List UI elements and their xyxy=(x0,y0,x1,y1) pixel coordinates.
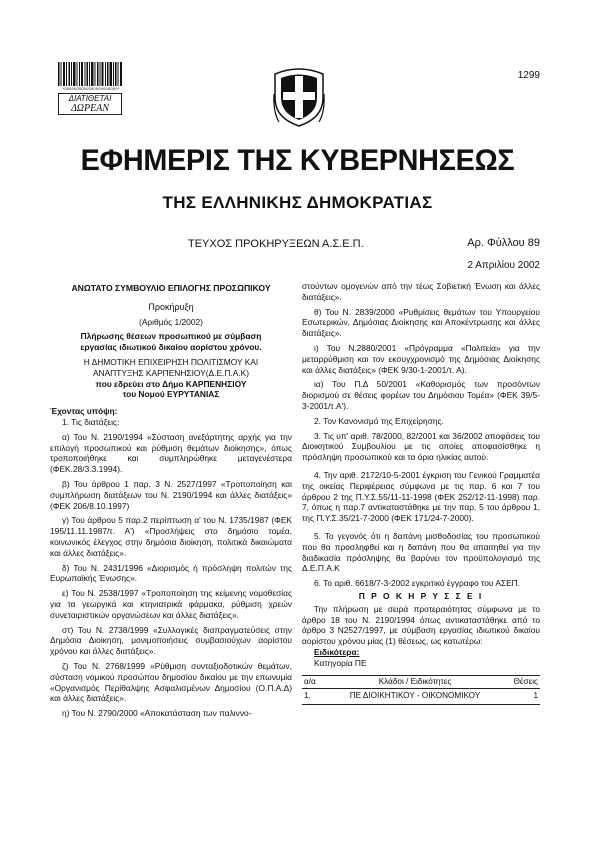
authority-heading: ΑΝΩΤΑΤΟ ΣΥΜΒΟΥΛΙΟ ΕΠΙΛΟΓΗΣ ΠΡΟΣΩΠΙΚΟΥ xyxy=(71,283,271,293)
provision-c: γ) Του άρθρου 5 παρ.2 περίπτωση α' του Ν. 1735/1987 (ΦΕΚ 195/11.11.1987/τ. Α') «Προσλήψεις στο δημόσιο τομέα, κοινωνικός έλεγχος στην δημόσια διοίκηση, πολιτικά δικαιώματα και άλλες διατάξεις». xyxy=(50,515,292,558)
sheet-number: Αρ. Φύλλου 89 xyxy=(467,237,540,249)
free-badge-line1: ΔΙΑΤΙΘΕΤΑΙ xyxy=(68,94,112,103)
purpose-line2: εργασίας ιδιωτικού δικαίου αορίστου χρόνου. xyxy=(80,342,262,353)
gazette-title: ΕΦΗΜΕΡΙΣ ΤΗΣ ΚΥΒΕΡΝΗΣΕΩΣ xyxy=(80,144,515,177)
notice-number: (Αριθμός 1/2002) xyxy=(139,316,203,327)
provisions-intro: 1. Τις διατάξεις: xyxy=(62,416,120,427)
issue-label: ΤΕΥΧΟΣ ΠΡΟΚΗΡΥΞΕΩΝ Α.Σ.Ε.Π. xyxy=(188,238,364,250)
provision-d: δ) Του Ν. 2431/1996 «Διορισμός ή πρόσληψη πολιτών της Ευρωπαϊκής Ένωσης». xyxy=(50,562,292,584)
coat-of-arms-icon xyxy=(271,64,327,128)
table-cell-index: 1. xyxy=(302,689,328,705)
considering-label: Έχοντας υπόψη: xyxy=(50,406,118,417)
page-number: 1299 xyxy=(517,70,540,81)
barcode xyxy=(58,62,122,86)
left-column xyxy=(50,281,292,719)
category-label: Κατηγορία ΠΕ xyxy=(314,657,367,668)
enterprise-line1: Η ΔΗΜΟΤΙΚΗ ΕΠΙΧΕΙΡΗΣΗ ΠΟΛΙΤΙΣΜΟΥ ΚΑΙ xyxy=(83,356,259,367)
provision-z: ζ) Του Ν. 2768/1999 «Ρύθμιση συνταξιοδοτικών θεμάτων, σύσταση νομικού προσώπου δημοσίου δικαίου με την επωνυμία «Οργανισμός Περίθαλψης Ασφαλισμένων Δημοσίου (Ο.Π.Α.Δ) και άλλες διατάξεις». xyxy=(50,660,292,704)
notice-heading: Προκήρυξη xyxy=(148,301,194,312)
provision-e: ε) Του Ν. 2538/1997 «Τροποποίηση της κείμενης νομοθεσίας για τα γεωργικά και κτηνιατρικά φάρμακα, ρύθμιση χρεών συνεταιριστικών οργανώσεων και άλλες διατάξεις». xyxy=(50,588,292,620)
table-cell-specialty: ΠΕ ΔΙΟΙΚΗΤΙΚΟΥ - ΟΙΚΟΝΟΜΙΚΟΥ xyxy=(328,689,502,705)
barcode-number: *0000000000000000000000* xyxy=(62,86,120,91)
provision-a: α) Του Ν. 2190/1994 «Σύσταση ανεξάρτητης αρχής για την επιλογή προσωπικού και ρύθμιση θεμάτων διοίκησης», όπως τροποποιήθηκε και συμπληρώθηκε μεταγενέστερα (ΦΕΚ.28/3.3.1994). xyxy=(50,431,292,475)
free-badge-line2: ΔΩΡΕΑΝ xyxy=(70,103,110,114)
specifically-label: Ειδικότερα: xyxy=(314,646,360,657)
announces-heading: Π Ρ Ο Κ Η Ρ Υ Σ Σ Ε Ι xyxy=(358,590,484,601)
provision-i: ι) Του Ν.2880/2001 «Πρόγραμμα «Πολιτεία» για την μεταρρύθμιση και τον εκσυγχρονισμό της Δημόσιας Διοίκησης και άλλες διατάξεις» (ΦΕΚ 9/30-1-2001/τ. Α). xyxy=(302,342,540,375)
table-header-index: α/α xyxy=(302,675,328,689)
clause-6: 6. Το αριθ. 6618/7-3-2002 εγκριτικό έγγραφο του ΑΣΕΠ. xyxy=(314,578,521,589)
table-cell-positions: 1 xyxy=(502,689,540,705)
enterprise-line4: του Νομού ΕΥΡΥΤΑΝΙΑΣ xyxy=(122,389,220,400)
provision-theta: θ) Του Ν. 2839/2000 «Ρυθμίσεις θεμάτων του Υπουργείου Εσωτερικών, Δημόσιας Διοίκησης και Αποκέντρωσης και άλλες διατάξεις». xyxy=(302,306,540,339)
enterprise-line2: ΑΝΑΠΤΥΞΗΣ ΚΑΡΠΕΝΗΣΙΟΥ(Δ.Ε.Π.Α.Κ) xyxy=(92,367,250,378)
table-header-specialty: Κλάδοι / Ειδικότητες xyxy=(328,675,502,689)
provision-b: β) Του άρθρου 1 παρ. 3 Ν. 2527/1997 «Τροποποίηση και συμπλήρωση διατάξεων του Ν. 2190/1994 και άλλες διατάξεις» (ΦΕΚ 206/8.10.1997) xyxy=(50,478,292,511)
free-distribution-badge xyxy=(58,93,122,115)
table-header-positions: Θέσεις xyxy=(502,675,540,689)
provision-eta: η) Του Ν. 2790/2000 «Αποκατάσταση των παλιννο- xyxy=(62,708,252,719)
provision-ia: ια) Του Π.Δ 50/2001 «Καθορισμός των προσόντων διορισμού σε θέσεις φορέων του Δημόσιου Τομέα» (ΦΕΚ 39/5-3-2001/τ.Α'). xyxy=(302,379,540,411)
positions-table xyxy=(302,675,540,706)
clause-3: 3. Τις υπ' αριθ. 78/2000, 82/2001 και 36/2002 αποφάσεις του Διοικητικού Συμβουλίου με τις οποίες αποφασίσθηκε η πρόσληψη προσωπικού και τα όρια ηλικίας αυτού. xyxy=(302,430,540,463)
right-column xyxy=(302,281,540,705)
provision-eta-continued: στούντων ομογενών από την τέως Σοβιετική Ένωση και άλλες διατάξεις». xyxy=(302,281,540,302)
clause-5: 5. Το γεγονός ότι η δαπάνη μισθοδοσίας του προσωπικού που θα προσληφθεί και η δαπάνη που θα απαιτηθεί για την διαδικασία πρόσληψης θα βαρύνει τον προϋπολογισμό της Δ.Ε.Π.Α.Κ xyxy=(302,530,540,574)
purpose-line1: Πλήρωσης θέσεων προσωπικού με σύμβαση xyxy=(80,331,262,342)
table-header-row xyxy=(302,675,540,689)
enterprise-line3: που εδρεύει στο Δήμο ΚΑΡΠΕΝΗΣΙΟΥ xyxy=(95,378,247,389)
issue-date: 2 Απριλίου 2002 xyxy=(467,260,540,271)
announcement-text: Την πλήρωση με σειρά προτεραιότητας σύμφωνα με το άρθρο 18 του Ν. 2190/1994 όπως αντικαταστάθηκε από το άρθρο 3 Ν2527/1997, με σύμβαση εργασίας ιδιωτικού δικαίου αορίστου χρόνου μίας (1) θέσεως, ως κατωτέρω: xyxy=(302,603,540,647)
provision-st: στ) Του Ν. 2738/1999 «Συλλογικές διαπραγματεύσεις στην Δημόσια Διοίκηση, μονιμοποιήσεις συμβασιούχων αορίστου χρόνου και άλλες διατάξεις». xyxy=(50,624,292,657)
clause-2: 2. Τον Κανονισμό της Επιχείρησης. xyxy=(314,415,444,426)
clause-4: 4. Την αριθ. 2172/10-5-2001 έγκριση του Γενικού Γραμματέα της οικείας Περιφέρειας σύμφωνα με τις παρ. 6 και 7 του άρθρου 2 της Π.Υ.Σ.55/11-11-1998 (ΦΕΚ 252/12-11-1998) παρ. 7, όπως η παρ.7 αντικαταστάθηκε με την παρ. 5 του άρθρου 1, της Π.Υ.Σ.35/21-7-2000 (ΦΕΚ 171/24-7-2000). xyxy=(302,469,540,524)
table-row xyxy=(302,689,540,705)
gazette-subtitle: ΤΗΣ ΕΛΛΗΝΙΚΗΣ ΔΗΜΟΚΡΑΤΙΑΣ xyxy=(162,193,433,212)
